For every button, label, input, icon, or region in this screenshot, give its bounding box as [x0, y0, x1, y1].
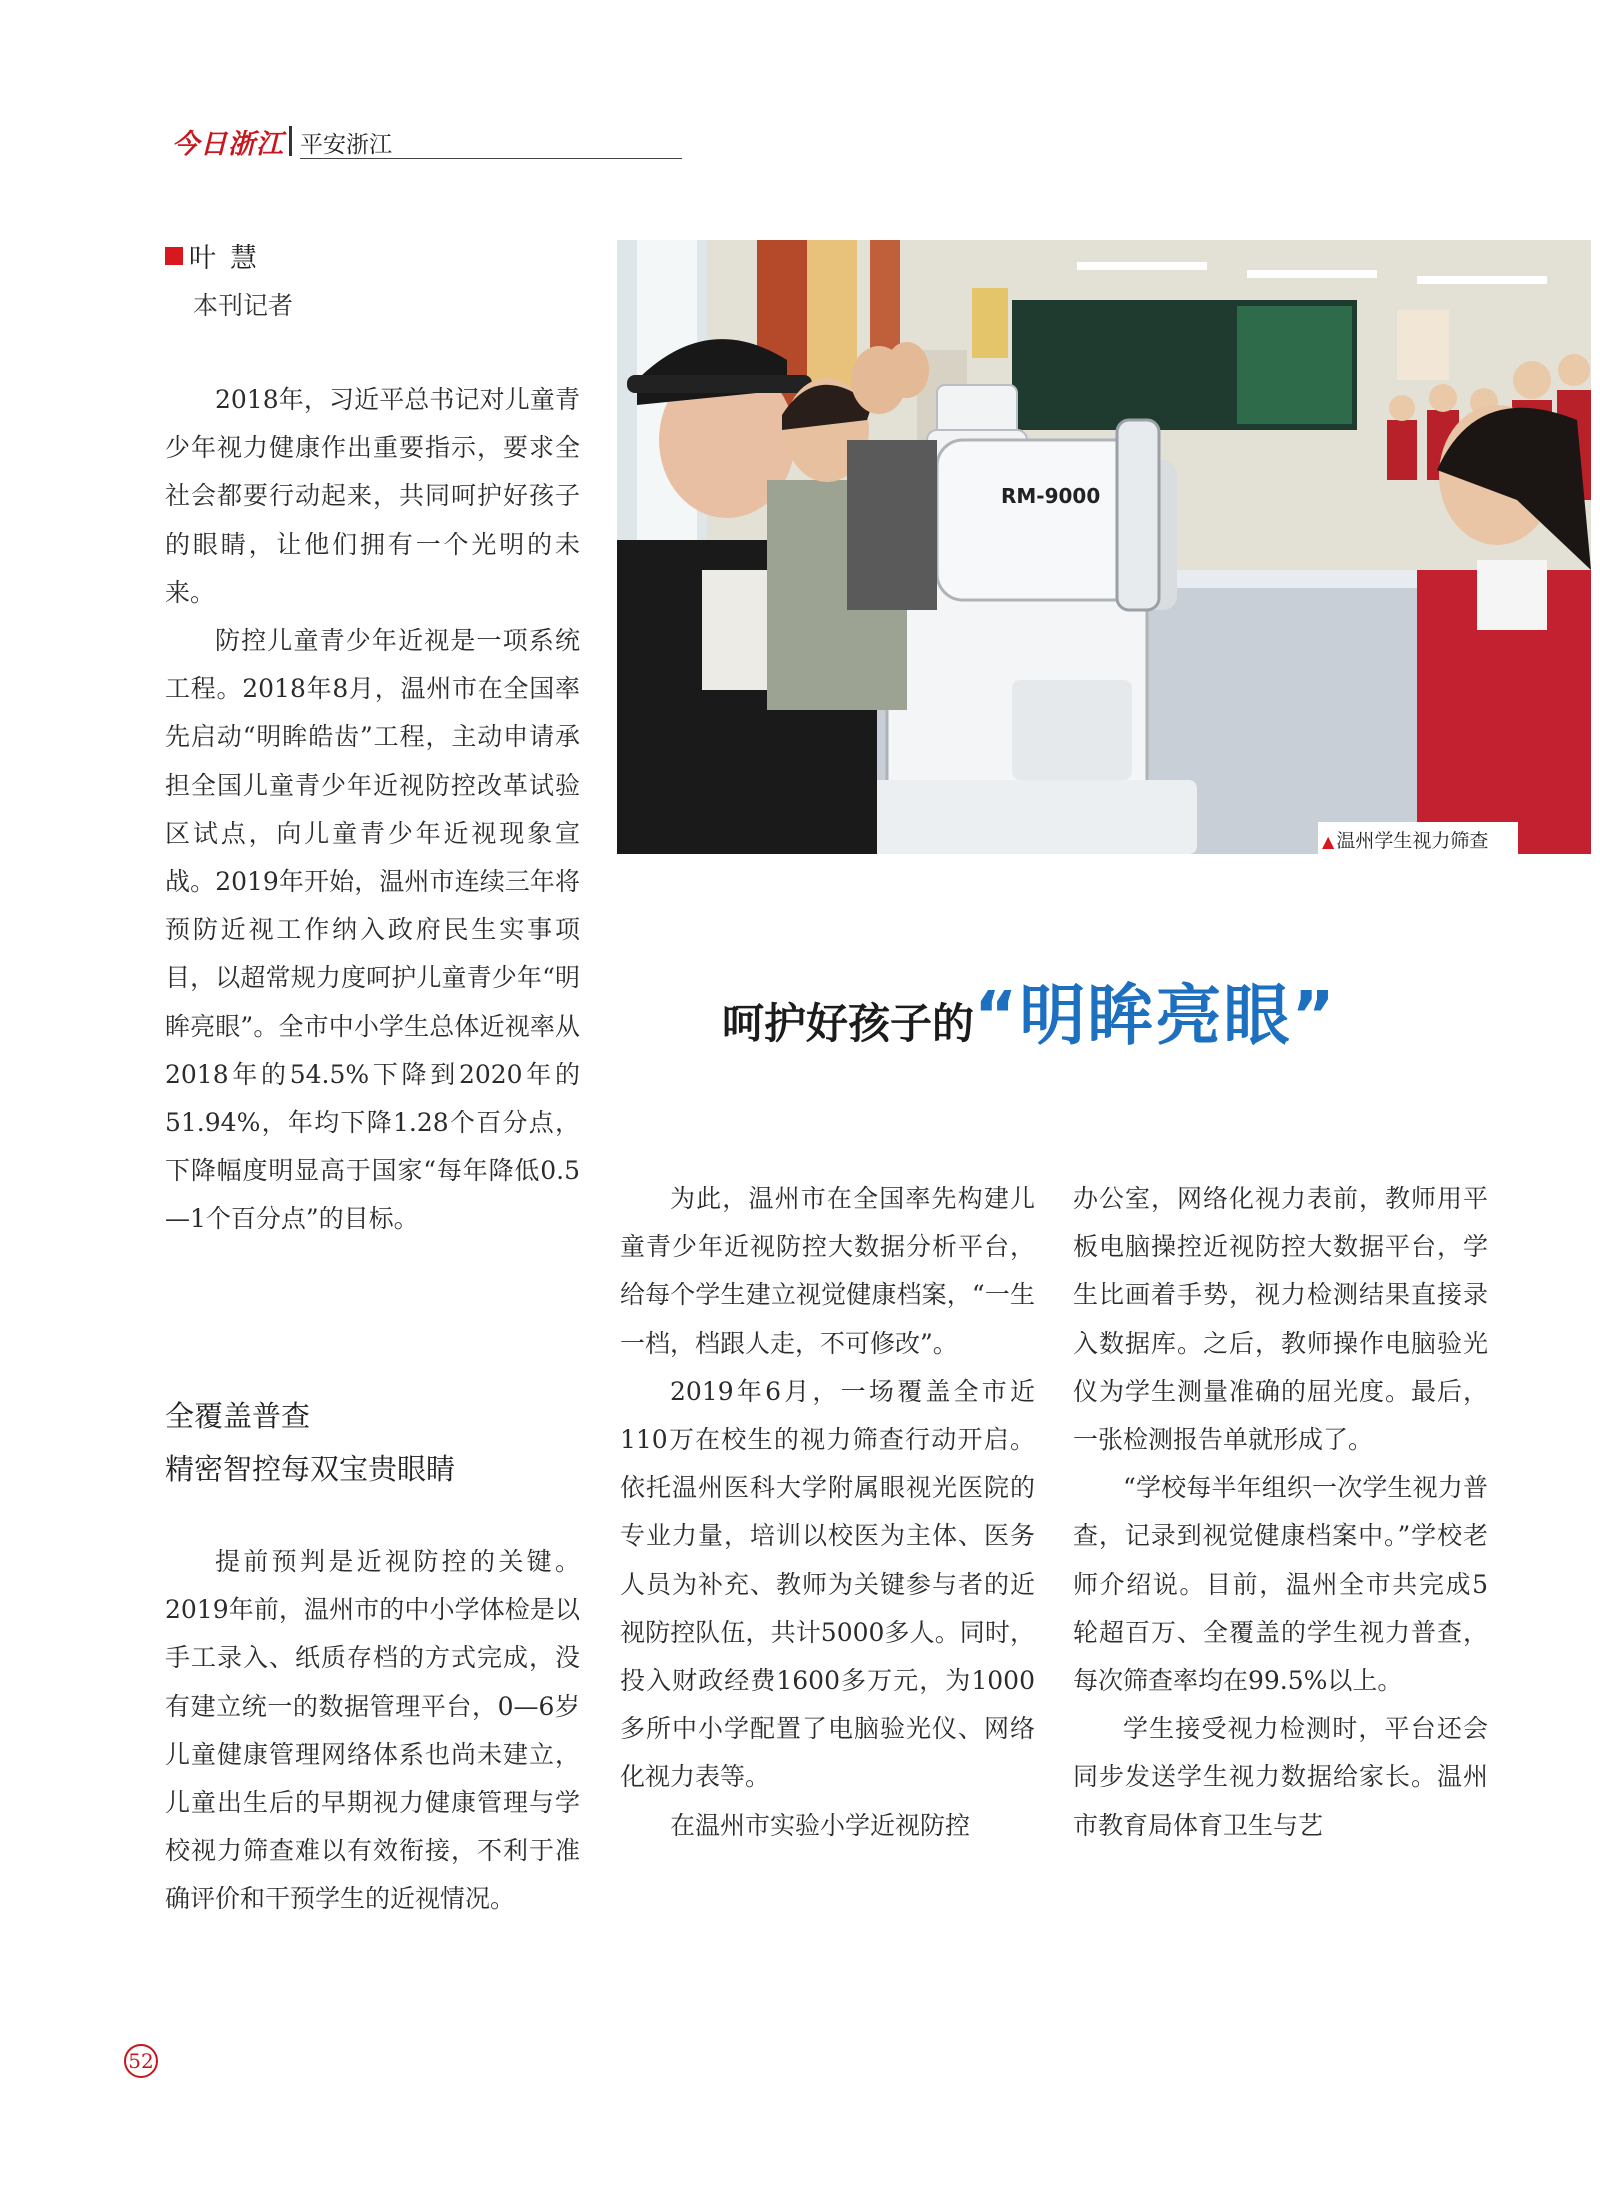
- device-label: RM-9000: [1001, 484, 1101, 508]
- subheading-line-1: 全覆盖普查: [165, 1399, 311, 1433]
- paragraph: 2019年6月，一场覆盖全市近110万在校生的视力筛查行动开启。依托温州医科大学附属眼视光医院的专业力量，培训以校医为主体、医务人员为补充、教师为关键参与者的近视防控队伍，共计5000多人。同时，投入财政经费1600多万元，为1000多所中小学配置了电脑验光仪、网络化视力表等。: [620, 1376, 1035, 1792]
- article-title: [722, 962, 1337, 1057]
- author-name: 叶慧: [189, 243, 271, 274]
- paragraph: 在温州市实验小学近视防控: [670, 1810, 971, 1840]
- paragraph-continued: 办公室，网络化视力表前，教师用平板电脑操控近视防控大数据平台，学生比画着手势，视力检测结果直接录入数据库。之后，教师操作电脑验光仪为学生测量准确的屈光度。最后，一张检测报告单就形成了。: [1073, 1184, 1488, 1455]
- body-column-left: [165, 376, 580, 1244]
- photo-illustration: [617, 240, 1591, 854]
- header-underline: [300, 158, 682, 159]
- paragraph: 学生接受视力检测时，平台还会同步发送学生视力数据给家长。温州市教育局体育卫生与艺: [1073, 1714, 1488, 1840]
- title-prefix: 呵护好孩子的: [722, 999, 975, 1048]
- paragraph: “学校每半年组织一次学生视力普查，记录到视觉健康档案中。”学校老师介绍说。目前，温州全市共完成5轮超百万、全覆盖的学生视力普查，每次筛查率均在99.5%以上。: [1073, 1473, 1488, 1696]
- body-column-middle: [620, 1175, 1035, 1850]
- section-name: 平安浙江: [300, 132, 392, 158]
- byline-marker: [165, 247, 183, 265]
- paragraph: 为此，温州市在全国率先构建儿童青少年近视防控大数据分析平台，给每个学生建立视觉健康档案，“一生一档，档跟人走，不可修改”。: [620, 1184, 1035, 1358]
- caption-triangle-icon: ▲: [1322, 832, 1335, 851]
- paragraph: 提前预判是近视防控的关键。2019年前，温州市的中小学体检是以手工录入、纸质存档的方式完成，没有建立统一的数据管理平台，0—6岁儿童健康管理网络体系也尚未建立，儿童出生后的早期视力健康管理与学校视力筛查难以有效衔接，不利于准确评价和干预学生的近视情况。: [165, 1547, 580, 1914]
- paragraph: 防控儿童青少年近视是一项系统工程。2018年8月，温州市在全国率先启动“明眸皓齿”工程，主动申请承担全国儿童青少年近视防控改革试验区试点，向儿童青少年近视现象宣战。2019年开始，温州市连续三年将预防近视工作纳入政府民生实事项目，以超常规力度呵护儿童青少年“明眸亮眼”。全市中小学生总体近视率从2018年的54.5%下降到2020年的51.94%，年均下降1.28个百分点，下降幅度明显高于国家“每年降低0.5—1个百分点”的目标。: [165, 626, 580, 1234]
- body-column-right: [1073, 1175, 1488, 1850]
- body-column-left-lower: [165, 1538, 580, 1924]
- header-divider: [289, 126, 292, 156]
- paragraph: 2018年，习近平总书记对儿童青少年视力健康作出重要指示，要求全社会都要行动起来，共同呵护好孩子的眼睛，让他们拥有一个光明的未来。: [165, 385, 580, 607]
- article-photo: [617, 240, 1591, 854]
- title-highlight: “明眸亮眼”: [974, 977, 1337, 1054]
- page-number: 52: [124, 2044, 158, 2078]
- subheading: [165, 1390, 455, 1496]
- author-role: 本刊记者: [193, 291, 294, 320]
- photo-caption: [1322, 826, 1488, 853]
- subheading-line-2: 精密智控每双宝贵眼睛: [165, 1452, 456, 1486]
- magazine-brand: 今日浙江: [172, 129, 284, 160]
- caption-text: 温州学生视力筛查: [1336, 830, 1489, 852]
- page-header: [172, 120, 512, 160]
- byline: [165, 236, 271, 275]
